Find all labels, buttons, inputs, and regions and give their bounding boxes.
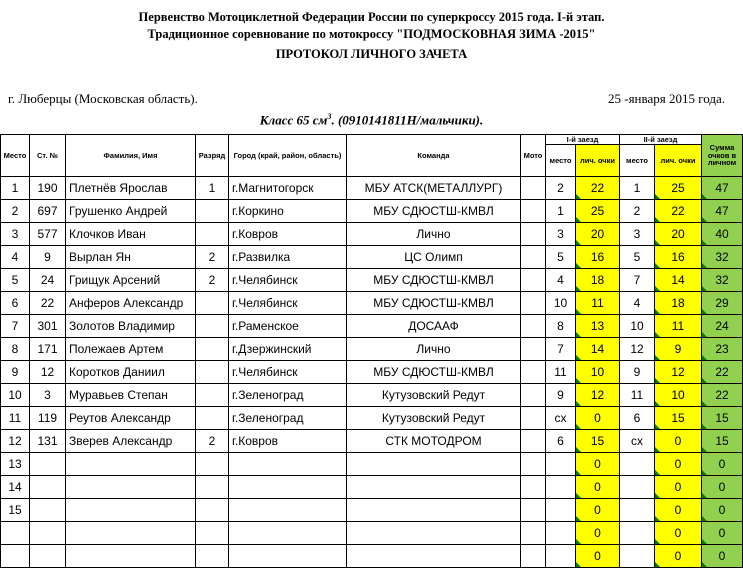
cell-race-2-points: 10: [655, 384, 702, 407]
cell-team: МБУ АТСК(МЕТАЛЛУРГ): [347, 177, 521, 200]
cell-mesto: 3: [1, 223, 30, 246]
cell-race-2-points: 12: [655, 361, 702, 384]
class-title: [0, 112, 743, 128]
cell-razryad: [196, 476, 229, 499]
cell-razryad: [196, 407, 229, 430]
cell-race-1-points: 20: [576, 223, 620, 246]
cell-race-1-points: 22: [576, 177, 620, 200]
cell-start-number: 119: [30, 407, 66, 430]
cell-razryad: [196, 361, 229, 384]
cell-sum: 32: [702, 269, 743, 292]
cell-moto: [521, 384, 546, 407]
event-date: 25 -января 2015 года.: [608, 91, 725, 106]
table-row: [1, 338, 743, 361]
cell-team: [347, 453, 521, 476]
cell-race-2-place: 5: [620, 246, 655, 269]
cell-race-1-points: 25: [576, 200, 620, 223]
cell-race-1-place: сх: [546, 407, 576, 430]
cell-mesto: [1, 545, 30, 568]
cell-name: Вырлан Ян: [66, 246, 196, 269]
cell-sum: 47: [702, 200, 743, 223]
header-race-1-place: место: [546, 145, 576, 177]
cell-city: г.Челябинск: [229, 269, 347, 292]
cell-race-1-place: 2: [546, 177, 576, 200]
cell-race-2-place: [620, 476, 655, 499]
cell-race-1-points: 0: [576, 522, 620, 545]
cell-sum: 32: [702, 246, 743, 269]
cell-race-2-points: 20: [655, 223, 702, 246]
cell-team: МБУ СДЮСТШ-КМВЛ: [347, 269, 521, 292]
table-row: [1, 499, 743, 522]
venue-location: г. Люберцы (Московская область).: [8, 91, 198, 106]
table-row: [1, 453, 743, 476]
cell-team: МБУ СДЮСТШ-КМВЛ: [347, 361, 521, 384]
table-row: [1, 223, 743, 246]
cell-start-number: [30, 476, 66, 499]
cell-razryad: [196, 292, 229, 315]
cell-name: Коротков Даниил: [66, 361, 196, 384]
cell-mesto: 13: [1, 453, 30, 476]
cell-city: г.Ковров: [229, 430, 347, 453]
cell-race-2-points: 0: [655, 545, 702, 568]
cell-moto: [521, 177, 546, 200]
cell-mesto: 2: [1, 200, 30, 223]
cell-race-1-points: 0: [576, 407, 620, 430]
cell-race-1-points: 15: [576, 430, 620, 453]
cell-race-2-place: 7: [620, 269, 655, 292]
cell-moto: [521, 269, 546, 292]
cell-start-number: [30, 499, 66, 522]
protocol-title: ПРОТОКОЛ ЛИЧНОГО ЗАЧЕТА: [275, 47, 468, 61]
cell-city: г.Челябинск: [229, 292, 347, 315]
cell-race-2-points: 0: [655, 522, 702, 545]
cell-race-1-place: 10: [546, 292, 576, 315]
class-suffix: . (0910141811Н/мальчики).: [331, 112, 484, 128]
cell-sum: 22: [702, 361, 743, 384]
table-row: [1, 361, 743, 384]
cell-mesto: 4: [1, 246, 30, 269]
cell-moto: [521, 338, 546, 361]
cell-race-1-place: 8: [546, 315, 576, 338]
cell-moto: [521, 522, 546, 545]
table-row: [1, 384, 743, 407]
cell-race-1-points: 0: [576, 545, 620, 568]
cell-name: [66, 476, 196, 499]
header-race-1-points: лич. очки: [576, 145, 620, 177]
cell-sum: 22: [702, 384, 743, 407]
cell-race-1-points: 10: [576, 361, 620, 384]
cell-team: ДОСААФ: [347, 315, 521, 338]
cell-name: Клочков Иван: [66, 223, 196, 246]
cell-race-1-points: 0: [576, 499, 620, 522]
cell-city: [229, 522, 347, 545]
cell-mesto: 10: [1, 384, 30, 407]
cell-team: СТК МОТОДРОМ: [347, 430, 521, 453]
cell-team: Лично: [347, 223, 521, 246]
cell-moto: [521, 292, 546, 315]
header-moto: Мото: [521, 135, 546, 177]
cell-start-number: 131: [30, 430, 66, 453]
cell-race-2-place: 6: [620, 407, 655, 430]
cell-start-number: 9: [30, 246, 66, 269]
cell-city: г.Магнитогорск: [229, 177, 347, 200]
header-start-number: Ст. №: [30, 135, 66, 177]
cell-moto: [521, 430, 546, 453]
cell-start-number: 3: [30, 384, 66, 407]
cell-razryad: 1: [196, 177, 229, 200]
table-row: [1, 315, 743, 338]
cell-race-2-points: 16: [655, 246, 702, 269]
table-row: [1, 407, 743, 430]
cell-razryad: [196, 545, 229, 568]
cell-team: [347, 545, 521, 568]
cell-race-1-place: 7: [546, 338, 576, 361]
cell-razryad: [196, 315, 229, 338]
cell-city: [229, 453, 347, 476]
cell-race-2-points: 15: [655, 407, 702, 430]
cell-moto: [521, 246, 546, 269]
cell-race-1-place: 6: [546, 430, 576, 453]
cell-moto: [521, 361, 546, 384]
cell-race-1-place: 11: [546, 361, 576, 384]
table-row: [1, 430, 743, 453]
cell-mesto: 8: [1, 338, 30, 361]
cell-razryad: 2: [196, 246, 229, 269]
header-race-2-points: лич. очки: [655, 145, 702, 177]
cell-city: [229, 545, 347, 568]
cell-sum: 15: [702, 430, 743, 453]
cell-razryad: [196, 522, 229, 545]
cell-start-number: [30, 522, 66, 545]
cell-city: г.Зеленоград: [229, 407, 347, 430]
cell-race-1-place: [546, 476, 576, 499]
cell-razryad: 2: [196, 430, 229, 453]
cell-race-2-place: 11: [620, 384, 655, 407]
cell-start-number: 22: [30, 292, 66, 315]
cell-race-2-place: [620, 499, 655, 522]
cell-sum: 0: [702, 453, 743, 476]
cell-race-2-place: сх: [620, 430, 655, 453]
cell-race-2-place: 1: [620, 177, 655, 200]
cell-race-2-points: 0: [655, 430, 702, 453]
cell-city: г.Раменское: [229, 315, 347, 338]
cell-sum: 24: [702, 315, 743, 338]
cell-name: Плетнёв Ярослав: [66, 177, 196, 200]
cell-sum: 23: [702, 338, 743, 361]
cell-team: [347, 476, 521, 499]
cell-name: [66, 499, 196, 522]
cell-mesto: [1, 522, 30, 545]
cell-race-2-points: 18: [655, 292, 702, 315]
cell-race-2-points: 25: [655, 177, 702, 200]
cell-team: МБУ СДЮСТШ-КМВЛ: [347, 292, 521, 315]
table-row: [1, 269, 743, 292]
cell-mesto: 12: [1, 430, 30, 453]
cell-race-1-place: 5: [546, 246, 576, 269]
cell-race-2-points: 9: [655, 338, 702, 361]
cell-city: [229, 476, 347, 499]
cell-moto: [521, 200, 546, 223]
cell-name: [66, 453, 196, 476]
cell-race-1-place: 3: [546, 223, 576, 246]
cell-team: МБУ СДЮСТШ-КМВЛ: [347, 200, 521, 223]
cell-mesto: 15: [1, 499, 30, 522]
cell-team: [347, 522, 521, 545]
cell-sum: 29: [702, 292, 743, 315]
header-race-1: I-й заезд: [546, 135, 620, 145]
cell-city: г.Дзержинский: [229, 338, 347, 361]
table-row: [1, 545, 743, 568]
cell-start-number: [30, 453, 66, 476]
cell-race-1-place: 1: [546, 200, 576, 223]
cell-start-number: 190: [30, 177, 66, 200]
cell-mesto: 11: [1, 407, 30, 430]
cell-moto: [521, 545, 546, 568]
cell-race-2-points: 11: [655, 315, 702, 338]
cell-moto: [521, 453, 546, 476]
header-mesto: Место: [1, 135, 30, 177]
header-team: Команда: [347, 135, 521, 177]
table-row: [1, 292, 743, 315]
cell-start-number: 24: [30, 269, 66, 292]
cell-race-2-points: 14: [655, 269, 702, 292]
cell-race-2-place: [620, 545, 655, 568]
table-row: [1, 522, 743, 545]
cell-start-number: 697: [30, 200, 66, 223]
cell-race-2-place: 2: [620, 200, 655, 223]
cell-moto: [521, 476, 546, 499]
cell-name: [66, 545, 196, 568]
cell-race-2-place: 3: [620, 223, 655, 246]
title-line-1: Первенство Мотоциклетной Федерации России по суперкроссу 2015 года. I-й этап.: [138, 10, 605, 24]
cell-mesto: 7: [1, 315, 30, 338]
cell-race-1-points: 0: [576, 476, 620, 499]
cell-race-2-place: [620, 453, 655, 476]
cell-name: [66, 522, 196, 545]
cell-race-2-points: 0: [655, 453, 702, 476]
cell-name: Реутов Александр: [66, 407, 196, 430]
cell-race-1-points: 16: [576, 246, 620, 269]
cell-mesto: 5: [1, 269, 30, 292]
cell-start-number: [30, 545, 66, 568]
cell-start-number: 171: [30, 338, 66, 361]
cell-moto: [521, 407, 546, 430]
cell-name: Грищук Арсений: [66, 269, 196, 292]
cell-race-2-points: 0: [655, 476, 702, 499]
cell-team: Кутузовский Редут: [347, 407, 521, 430]
cell-race-2-place: [620, 522, 655, 545]
cell-name: Анферов Александр: [66, 292, 196, 315]
cell-team: ЦС Олимп: [347, 246, 521, 269]
cell-team: Лично: [347, 338, 521, 361]
cell-race-1-place: [546, 453, 576, 476]
cell-city: г.Челябинск: [229, 361, 347, 384]
cell-razryad: [196, 384, 229, 407]
cell-race-1-place: 9: [546, 384, 576, 407]
cell-race-1-place: [546, 499, 576, 522]
cell-race-1-place: 4: [546, 269, 576, 292]
cell-start-number: 12: [30, 361, 66, 384]
cell-razryad: [196, 338, 229, 361]
cell-sum: 15: [702, 407, 743, 430]
cell-sum: 0: [702, 545, 743, 568]
cell-race-2-points: 22: [655, 200, 702, 223]
cell-race-2-place: 10: [620, 315, 655, 338]
cell-name: Золотов Владимир: [66, 315, 196, 338]
cell-race-1-points: 18: [576, 269, 620, 292]
results-table: [0, 134, 743, 568]
cell-name: Полежаев Артем: [66, 338, 196, 361]
cell-city: г.Ковров: [229, 223, 347, 246]
header-city: Город (край, район, область): [229, 135, 347, 177]
cell-razryad: 2: [196, 269, 229, 292]
cell-razryad: [196, 453, 229, 476]
cell-race-1-points: 12: [576, 384, 620, 407]
cell-team: Кутузовский Редут: [347, 384, 521, 407]
cell-race-1-place: [546, 522, 576, 545]
cell-name: Грушенко Андрей: [66, 200, 196, 223]
cell-moto: [521, 223, 546, 246]
header-race-2-place: место: [620, 145, 655, 177]
cell-sum: 40: [702, 223, 743, 246]
cell-razryad: [196, 499, 229, 522]
cell-race-2-place: 4: [620, 292, 655, 315]
cell-team: [347, 499, 521, 522]
cell-mesto: 1: [1, 177, 30, 200]
cell-start-number: 301: [30, 315, 66, 338]
cell-race-1-points: 13: [576, 315, 620, 338]
cell-city: г.Зеленоград: [229, 384, 347, 407]
class-superscript: 3: [327, 112, 332, 121]
cell-mesto: 14: [1, 476, 30, 499]
cell-sum: 0: [702, 476, 743, 499]
table-row: [1, 246, 743, 269]
cell-race-2-place: 12: [620, 338, 655, 361]
table-row: [1, 177, 743, 200]
table-row: [1, 200, 743, 223]
title-line-2: Традиционное соревнование по мотокроссу "ПОДМОСКОВНАЯ ЗИМА -2015": [147, 27, 596, 41]
cell-race-2-points: 0: [655, 499, 702, 522]
cell-race-1-points: 11: [576, 292, 620, 315]
cell-race-1-points: 0: [576, 453, 620, 476]
cell-razryad: [196, 200, 229, 223]
cell-moto: [521, 499, 546, 522]
cell-race-2-place: 9: [620, 361, 655, 384]
cell-sum: 47: [702, 177, 743, 200]
table-row: [1, 476, 743, 499]
header-sum: Сумма очков в личном: [702, 135, 743, 177]
header-razryad: Разряд: [196, 135, 229, 177]
header-name: Фамилия, Имя: [66, 135, 196, 177]
cell-mesto: 6: [1, 292, 30, 315]
cell-city: г.Коркино: [229, 200, 347, 223]
cell-race-1-place: [546, 545, 576, 568]
cell-moto: [521, 315, 546, 338]
cell-race-1-points: 14: [576, 338, 620, 361]
cell-name: Зверев Александр: [66, 430, 196, 453]
class-prefix: Класс 65 см: [259, 112, 328, 128]
cell-name: Муравьев Степан: [66, 384, 196, 407]
cell-sum: 0: [702, 499, 743, 522]
cell-city: [229, 499, 347, 522]
cell-mesto: 9: [1, 361, 30, 384]
cell-razryad: [196, 223, 229, 246]
cell-start-number: 577: [30, 223, 66, 246]
cell-city: г.Развилка: [229, 246, 347, 269]
cell-sum: 0: [702, 522, 743, 545]
header-race-2: II-й заезд: [620, 135, 702, 145]
